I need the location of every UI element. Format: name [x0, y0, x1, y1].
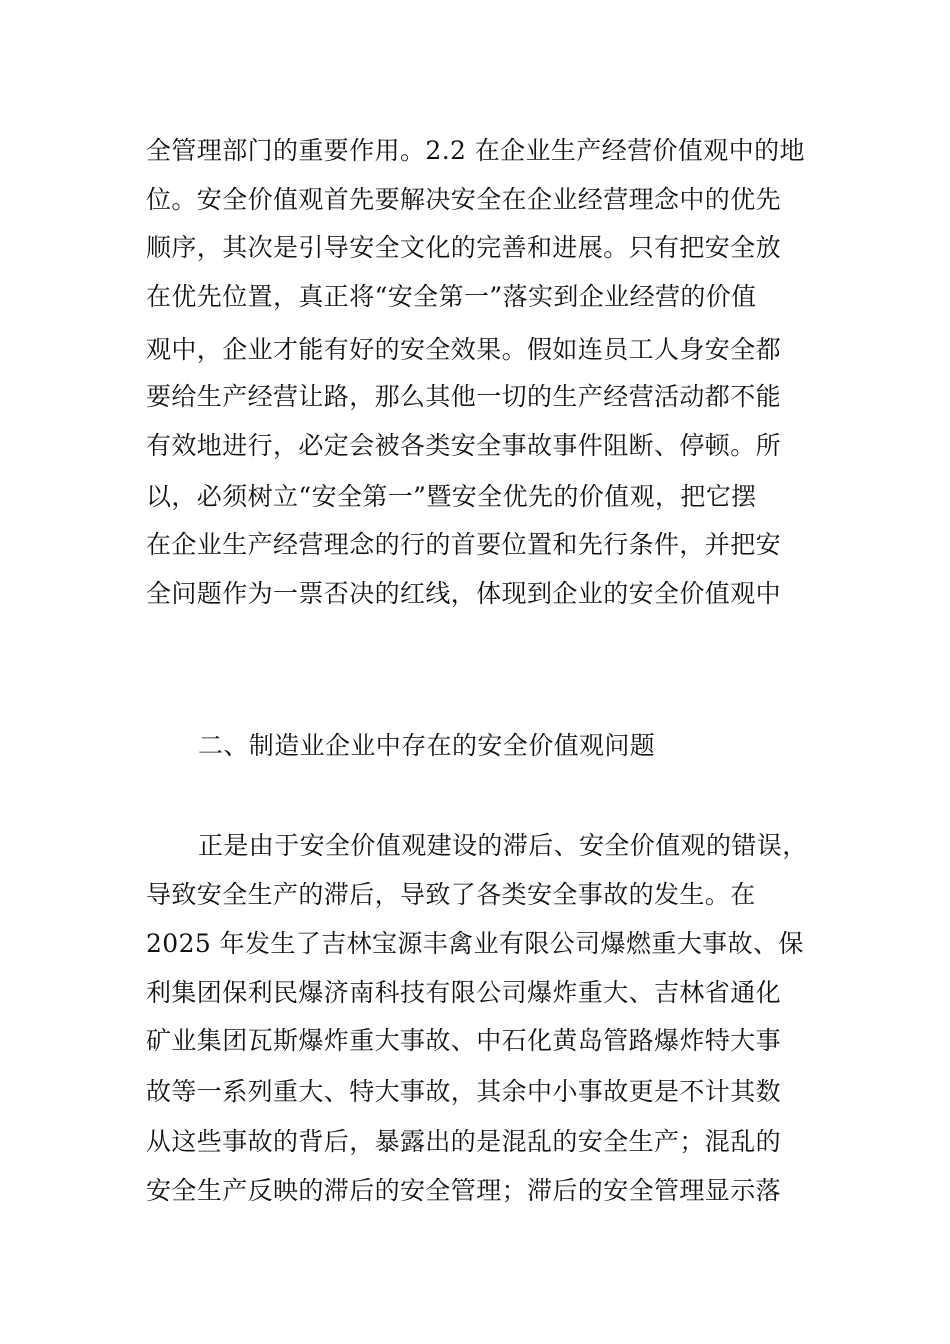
text-line: 观中，企业才能有好的安全效果。假如连员工人身安全都: [146, 335, 782, 364]
text-line: 利集团保利民爆济南科技有限公司爆炸重大、吉林省通化: [146, 978, 782, 1007]
text-line: 导致安全生产的滞后，导致了各类安全事故的发生。在: [146, 880, 756, 909]
text-line: 有效地进行，必定会被各类安全事故事件阻断、停顿。所: [146, 431, 782, 460]
text-line: 全问题作为一票否决的红线，体现到企业的安全价值观中: [146, 579, 782, 608]
text-line: 位。安全价值观首先要解决安全在企业经营理念中的优先: [146, 185, 782, 214]
text-line: 矿业集团瓦斯爆炸重大事故、中石化黄岛管路爆炸特大事: [146, 1026, 782, 1055]
text-line: 在企业生产经营理念的行的首要位置和先行条件，并把安: [146, 530, 782, 559]
text-line: 顺序，其次是引导安全文化的完善和进展。只有把安全放: [146, 233, 782, 262]
text-line: 全管理部门的重要作用。2.2 在企业生产经营价值观中的地: [146, 136, 805, 165]
text-line: 从这些事故的背后，暴露出的是混乱的安全生产；混乱的: [146, 1127, 782, 1156]
text-line: 要给生产经营让路，那么其他一切的生产经营活动都不能: [146, 382, 782, 411]
text-line: 正是由于安全价值观建设的滞后、安全价值观的错误，: [198, 831, 808, 860]
text-line: 以，必须树立“安全第一”暨安全优先的价值观，把它摆: [146, 482, 757, 511]
text-line: 故等一系列重大、特大事故，其余中小事故更是不计其数: [146, 1077, 782, 1106]
text-line: 在优先位置，真正将“安全第一”落实到企业经营的价值: [146, 282, 757, 311]
text-line: 安全生产反映的滞后的安全管理；滞后的安全管理显示落: [146, 1176, 782, 1205]
text-line: 2025 年发生了吉林宝源丰禽业有限公司爆燃重大事故、保: [146, 929, 804, 958]
section-heading: 二、制造业企业中存在的安全价值观问题: [198, 731, 656, 760]
